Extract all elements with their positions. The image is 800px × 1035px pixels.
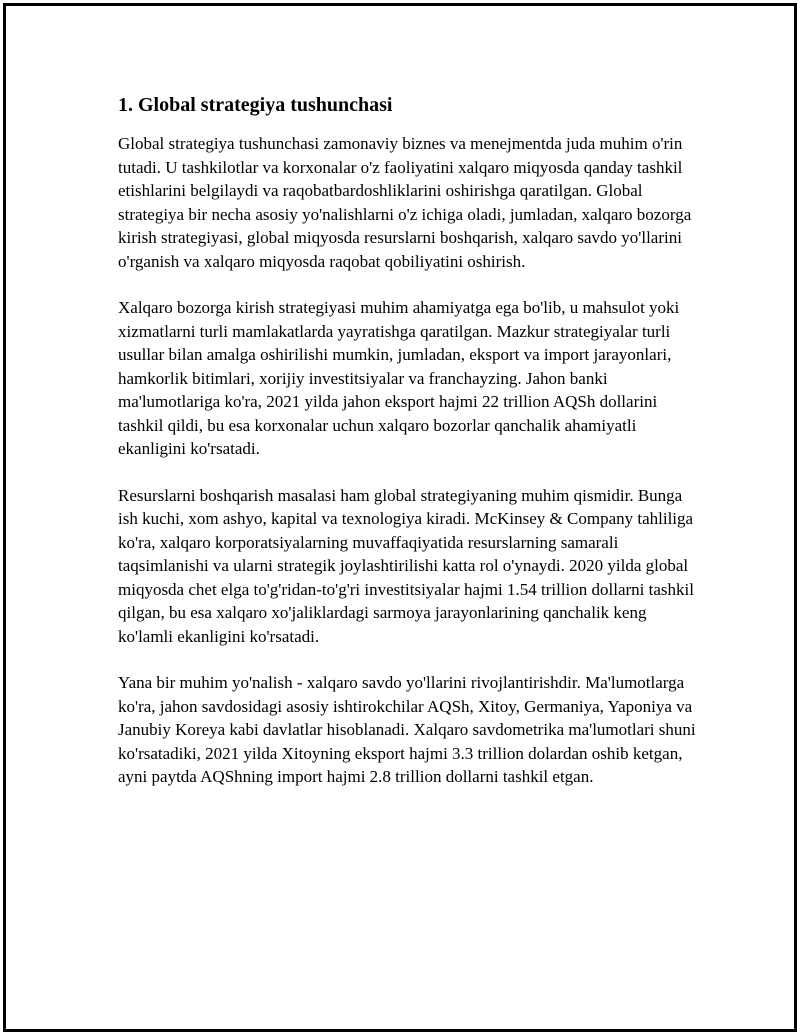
paragraph-intro: Global strategiya tushunchasi zamonaviy biznes va menejmentda juda muhim o'rin tutadi. U tashkilotlar va korxonalar o'z faoliyatini xalqaro miqyosda qanday tashkil etishlarini belgilaydi va raqobatbardoshliklarini oshirishga qaratilgan. Global strategiya bir necha asosiy yo'nalishlarni o'z ichiga oladi, jumladan, xalqaro bozorga kirish strategiyasi, global miqyosda resurslarni boshqarish, xalqaro savdo yo'llarini o'rganish va xalqaro miqyosda raqobat qobiliyatini oshirish. [118,134,692,271]
paragraph-trade-routes: Yana bir muhim yo'nalish - xalqaro savdo yo'llarini rivojlantirishdir. Ma'lumotlarga ko'ra, jahon savdosidagi asosiy ishtirokchilar AQSh, Xitoy, Germaniya, Yaponiya va Janubiy Koreya kabi davlatlar hisoblanadi. Xalqaro savdometrika ma'lumotlari shuni ko'rsatadiki, 2021 yilda Xitoyning eksport hajmi 3.3 trillion dolardan oshib ketgan, ayni paytda AQShning import hajmi 2.8 trillion dollarni tashkil etgan. [118,673,696,786]
document-body [118,92,700,812]
paragraph-resource-management: Resurslarni boshqarish masalasi ham global strategiyaning muhim qismidir. Bunga ish kuchi, xom ashyo, kapital va texnologiya kiradi. McKinsey & Company tahliliga ko'ra, xalqaro korporatsiyalarning muvaffaqiyatida resurslarning samarali taqsimlanishi va ularni strategik joylashtirilishi katta rol o'ynaydi. 2020 yilda global miqyosda chet elga to'g'ridan-to'g'ri investitsiyalar hajmi 1.54 trillion dollarni tashkil qilgan, bu esa xalqaro xo'jaliklardagi sarmoya jarayonlarining qanchalik keng ko'lamli ekanligini ko'rsatadi. [118,485,694,646]
section-heading: 1. Global strategiya tushunchasi [118,94,393,116]
paragraph-market-entry: Xalqaro bozorga kirish strategiyasi muhim ahamiyatga ega bo'lib, u mahsulot yoki xizmatlarni turli mamlakatlarda yayratishga qaratilgan. Mazkur strategiyalar turli usullar bilan amalga oshirilishi mumkin, jumladan, eksport va import jarayonlari, hamkorlik bitimlari, xorijiy investitsiyalar va franchayzing. Jahon banki ma'lumotlariga ko'ra, 2021 yilda jahon eksport hajmi 22 trillion AQSh dollarini tashkil qildi, bu esa korxonalar uchun xalqaro bozorlar qanchalik ahamiyatli ekanligini ko'rsatadi. [118,298,680,458]
